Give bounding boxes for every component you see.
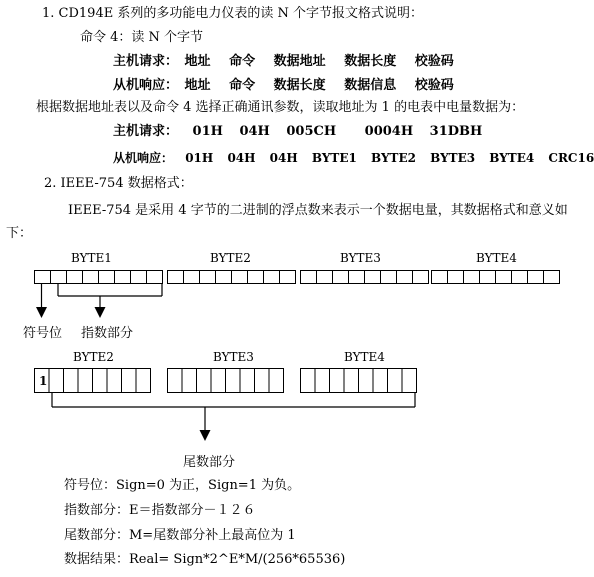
byte-label: BYTE3 xyxy=(213,350,254,364)
bit-cell xyxy=(83,271,99,284)
bit-cell xyxy=(184,271,200,284)
bit-cell xyxy=(248,271,264,284)
response-field: 地址 xyxy=(184,78,211,93)
response-field: 校验码 xyxy=(414,78,454,93)
request-field: 地址 xyxy=(184,54,211,69)
bit-cell xyxy=(122,369,137,393)
pointer-arrows xyxy=(200,430,211,441)
bit-cell xyxy=(147,271,163,284)
bit-cell xyxy=(301,271,317,284)
bit-cell xyxy=(269,369,284,393)
bit-cell xyxy=(51,271,67,284)
item1-title: 1. CD194E 系列的多功能电力仪表的读 N 个字节报文格式说明： xyxy=(42,6,423,21)
response-field: 命令 xyxy=(229,78,256,93)
example-request-value: 005CH xyxy=(286,124,337,139)
bit-cell xyxy=(413,271,429,284)
example-response-value: BYTE3 xyxy=(430,151,476,165)
example-request-value: 01H xyxy=(192,124,223,139)
mantissa-bracket xyxy=(52,393,415,430)
bit-cell xyxy=(136,369,151,393)
bit-cell xyxy=(330,369,345,393)
bit-cell xyxy=(388,369,403,393)
bit-cell xyxy=(301,369,316,393)
bit-cell xyxy=(373,369,388,393)
bit-cell xyxy=(432,271,448,284)
bit-cell xyxy=(349,271,365,284)
byte-label: BYTE3 xyxy=(340,251,381,265)
byte-label: BYTE1 xyxy=(71,251,112,265)
bit-cell xyxy=(315,369,330,393)
bit-cell xyxy=(182,369,197,393)
leading-one-bit: 1 xyxy=(39,374,48,388)
request-label: 主机请求： xyxy=(113,54,179,69)
bit-cell xyxy=(35,271,51,284)
bit-cell xyxy=(78,369,93,393)
bit-cell xyxy=(280,271,296,284)
example-response-value: 01H xyxy=(185,151,214,165)
example-response-value: 04H xyxy=(227,151,256,165)
response-field: 数据长度 xyxy=(273,78,326,93)
example-request-value: 04H xyxy=(239,124,270,139)
bit-cell xyxy=(512,271,528,284)
bit-cell xyxy=(93,369,108,393)
bit-cell xyxy=(496,271,512,284)
example-request-label: 主机请求： xyxy=(113,124,179,139)
bit-cell xyxy=(344,369,359,393)
bit-field-brackets xyxy=(42,284,163,307)
bit-cell xyxy=(333,271,349,284)
bit-cell xyxy=(464,271,480,284)
pointer-arrows xyxy=(36,307,106,318)
example-response-label: 从机响应： xyxy=(113,151,174,165)
mantissa-formula: 尾数部分：M=尾数部分补上最高位为 1 xyxy=(64,528,296,543)
bit-cell xyxy=(480,271,496,284)
example-response-value: CRC16 xyxy=(548,151,594,165)
byte-label: BYTE4 xyxy=(344,350,385,364)
bit-cell xyxy=(49,369,64,393)
byte-label: BYTE2 xyxy=(210,251,251,265)
bit-cell xyxy=(115,271,131,284)
bit-cell xyxy=(359,369,374,393)
bit-cell xyxy=(381,271,397,284)
bit-cell xyxy=(197,369,212,393)
example-response-value: BYTE2 xyxy=(371,151,416,165)
bit-cell xyxy=(131,271,147,284)
bit-cell xyxy=(397,271,413,284)
ieee-description: IEEE-754 是采用 4 字节的二进制的浮点数来表示一个数据电量，其数据格式和意义如 xyxy=(68,203,568,218)
item2-title: 2. IEEE-754 数据格式： xyxy=(44,176,193,191)
bit-cell xyxy=(168,271,184,284)
bit-cell xyxy=(528,271,544,284)
bit-cell xyxy=(216,271,232,284)
result-formula: 数据结果：Real= Sign*2^E*M/(256*65536) xyxy=(64,552,346,567)
bit-cell xyxy=(544,271,560,284)
example-request-value: 31DBH xyxy=(429,124,483,139)
sign-formula: 符号位：Sign=0 为正，Sign=1 为负。 xyxy=(64,478,301,493)
example-response-value: BYTE4 xyxy=(489,151,535,165)
bit-cell xyxy=(226,369,241,393)
sign-bit-label: 符号位 xyxy=(23,326,63,341)
bit-cell xyxy=(64,369,79,393)
request-field: 数据地址 xyxy=(273,54,326,69)
exponent-label: 指数部分 xyxy=(81,326,134,341)
bit-cell xyxy=(448,271,464,284)
bit-cell xyxy=(264,271,280,284)
byte-label: BYTE4 xyxy=(476,251,517,265)
bit-cell xyxy=(255,369,270,393)
bit-cell xyxy=(67,271,83,284)
response-field: 数据信息 xyxy=(344,78,397,93)
request-field: 校验码 xyxy=(414,54,454,69)
command4-title: 命令 4：读 N 个字节 xyxy=(80,30,204,45)
bit-cell xyxy=(200,271,216,284)
bit-cell xyxy=(168,369,183,393)
request-field: 数据长度 xyxy=(344,54,397,69)
example-intro: 根据数据地址表以及命令 4 选择正确通讯参数，读取地址为 1 的电表中电量数据为： xyxy=(36,100,525,115)
example-response-value: BYTE1 xyxy=(311,151,357,165)
ieee-description-continued: 下： xyxy=(6,226,33,241)
example-response-value: 04H xyxy=(269,151,298,165)
request-field: 命令 xyxy=(229,54,256,69)
mantissa-label: 尾数部分 xyxy=(183,455,236,470)
bit-cell xyxy=(317,271,333,284)
bit-cell xyxy=(365,271,381,284)
bit-cell xyxy=(211,369,226,393)
bit-cell xyxy=(232,271,248,284)
exponent-formula: 指数部分：E＝指数部分－１２６ xyxy=(64,503,256,518)
response-label: 从机响应： xyxy=(113,78,179,93)
example-request-value: 0004H xyxy=(364,124,414,139)
bit-cell xyxy=(99,271,115,284)
byte-label: BYTE2 xyxy=(73,350,114,364)
bit-cell xyxy=(402,369,417,393)
bit-cell xyxy=(107,369,122,393)
bit-cell xyxy=(240,369,255,393)
